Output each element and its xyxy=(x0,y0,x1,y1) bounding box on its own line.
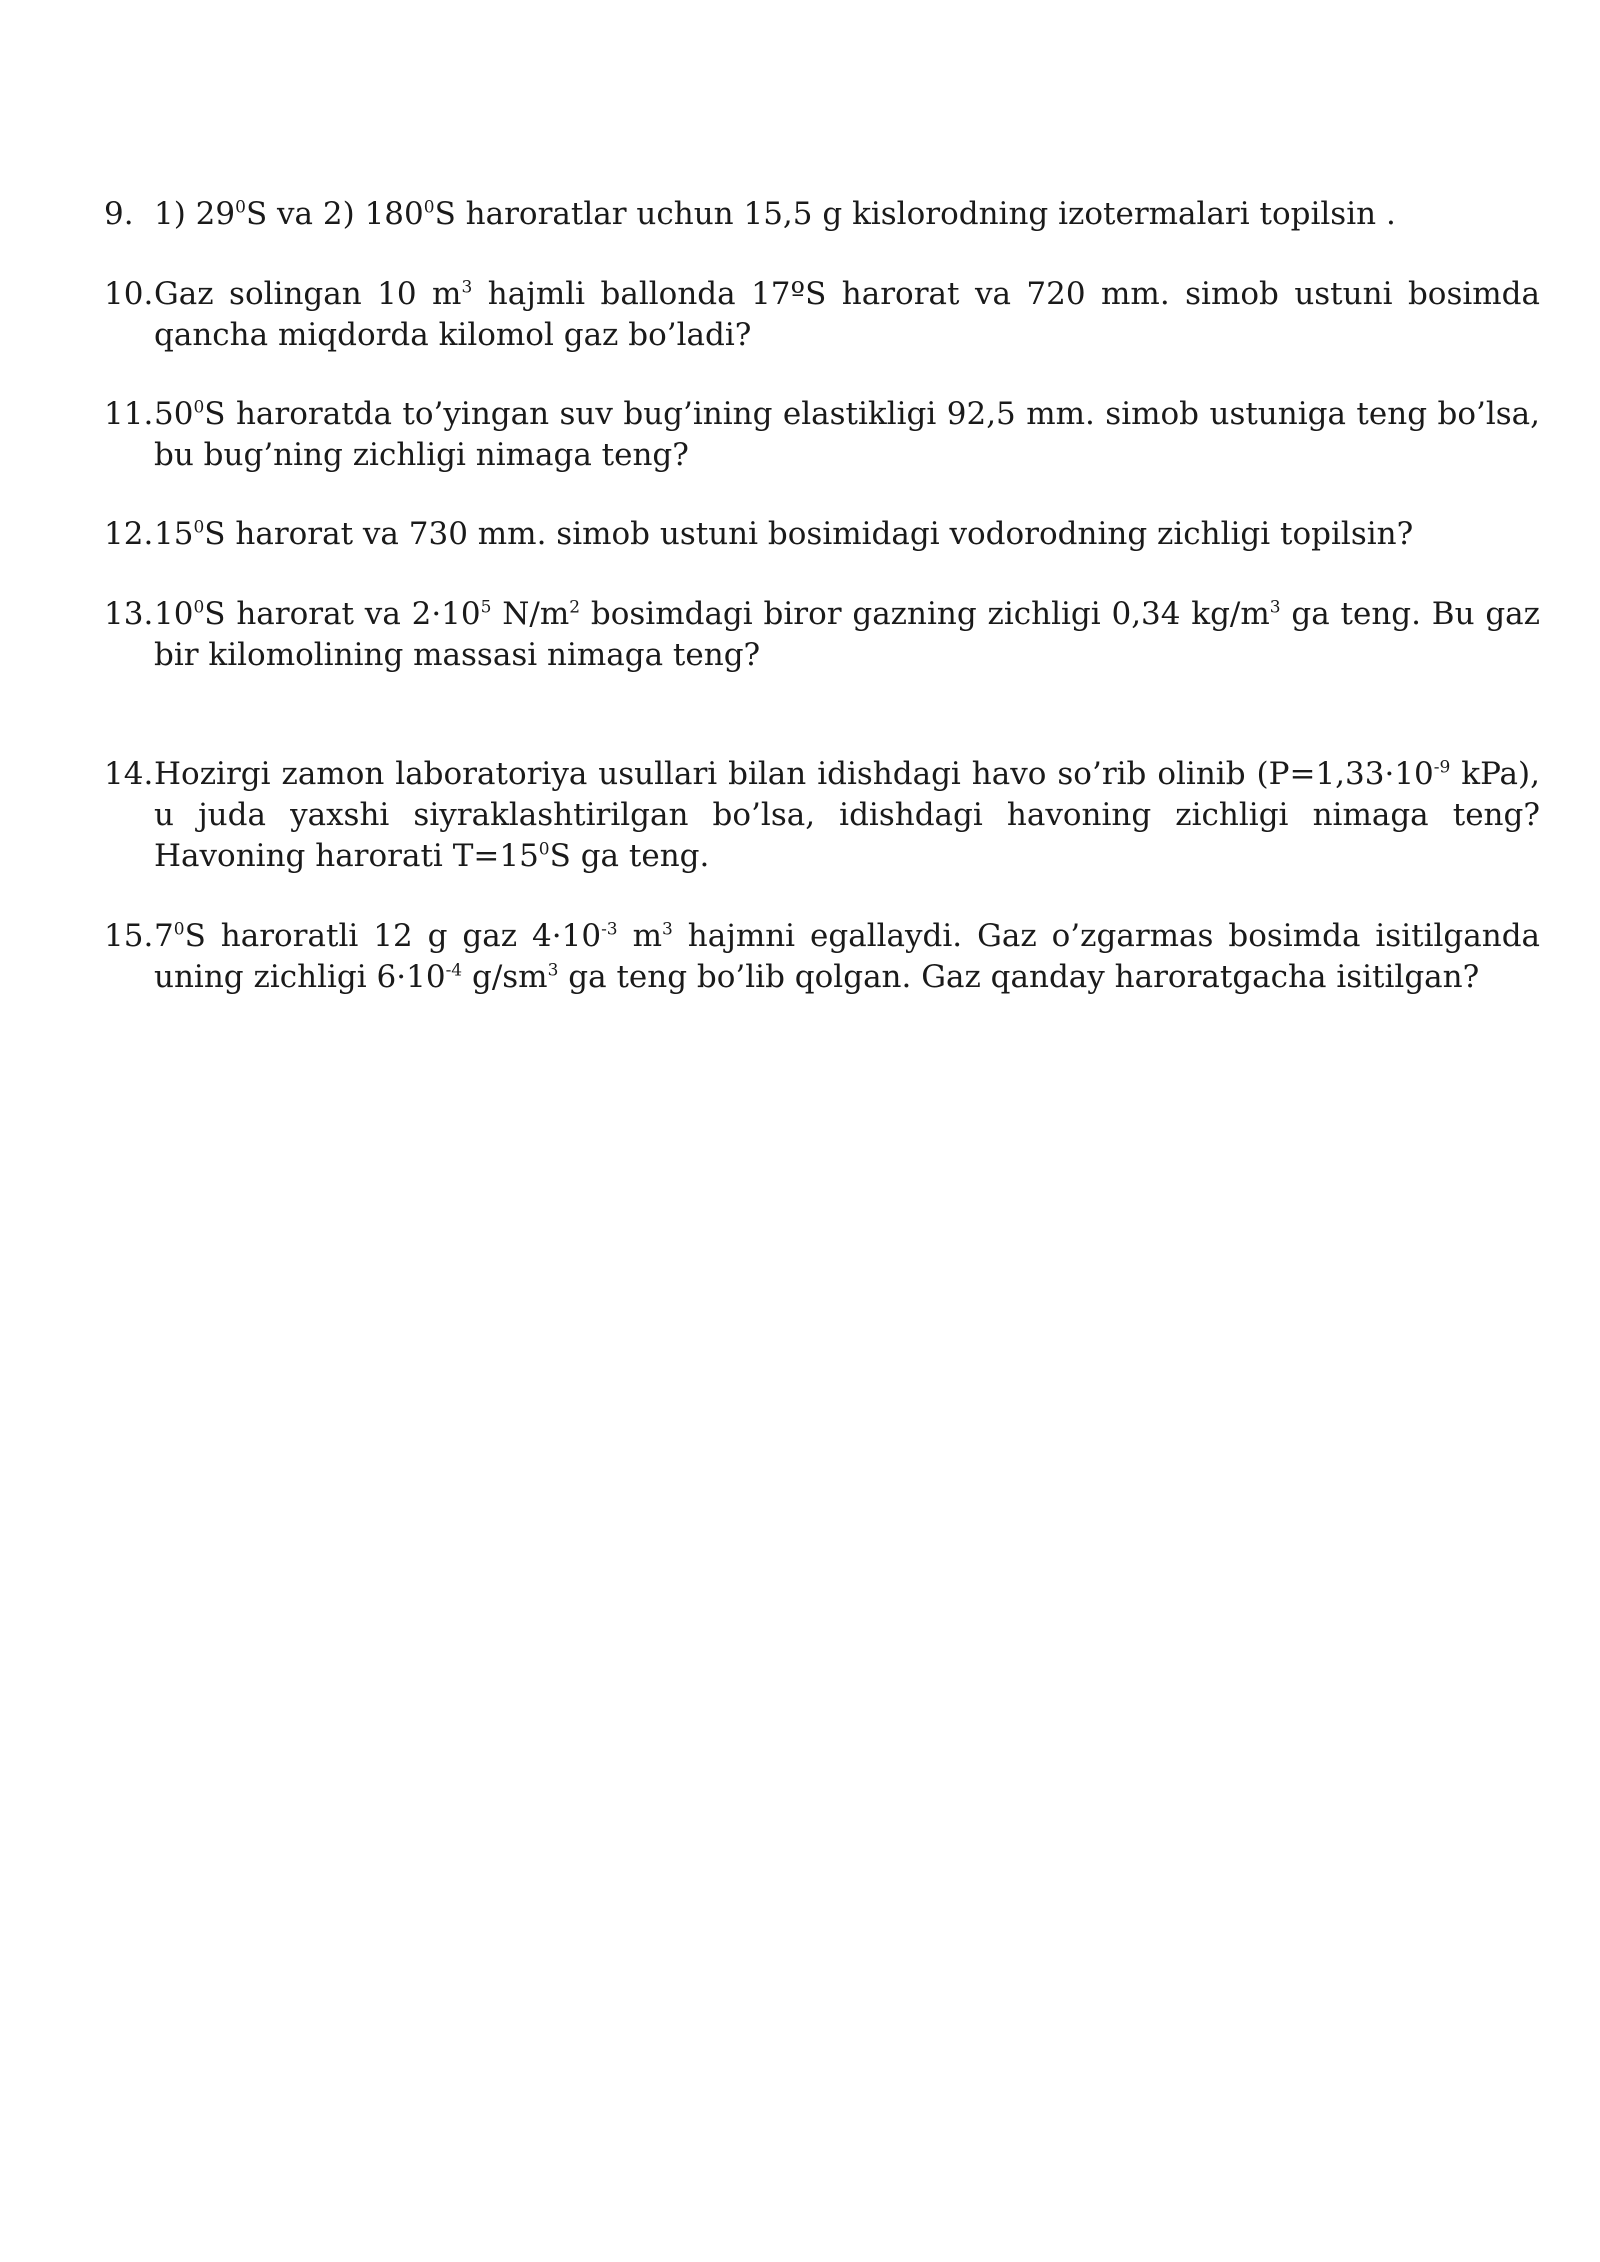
problem-number: 13. xyxy=(104,596,154,632)
problem-text: $15^0S$ harorat va 730 mm. simob ustuni bosimidagi vodorodning zichligi topilsin? xyxy=(154,516,1414,552)
problem-11 xyxy=(104,394,1540,476)
problem-number: 9. xyxy=(104,196,134,232)
problem-10 xyxy=(104,274,1540,356)
problem-text: $10^0S$ harorat va $2\cdot 10^5$ $N/m^2$ bosimdagi biror gazning zichligi 0,34 $kg/m^3$ ga teng. Bu gaz bir kilomolining massasi nimaga teng? xyxy=(154,596,1540,673)
problem-12 xyxy=(104,514,1540,555)
problem-15 xyxy=(104,916,1540,998)
problem-text: $50^0S$ haroratda to’yingan suv bug’ining elastikligi 92,5 mm. simob ustuniga teng bo’lsa, bu bug’ning zichligi nimaga teng? xyxy=(154,396,1540,473)
problem-number: 14. xyxy=(104,756,154,792)
problem-14 xyxy=(104,754,1540,877)
problem-number: 12. xyxy=(104,516,154,552)
problem-text: Gaz solingan 10 $m^3$ hajmli ballonda 17ºS harorat va 720 mm. simob ustuni bosimda qancha miqdorda kilomol gaz bo’ladi? xyxy=(154,276,1541,353)
problem-text: Hozirgi zamon laboratoriya usullari bilan idishdagi havo so’rib olinib ($P=1,33\cdot 10^{-9}$ kPa), u juda yaxshi siyraklashtirilgan bo’lsa, idishdagi havoning zichligi nimaga teng? Havoning harorati $T=15^0S$ ga teng. xyxy=(154,756,1540,874)
problem-number: 10. xyxy=(104,276,154,312)
problem-text: 1) $29^0S$ va 2) $180^0S$ haroratlar uchun 15,5 g kislorodning izotermalari topilsin . xyxy=(154,196,1396,232)
problem-number: 11. xyxy=(104,396,154,432)
problem-number: 15. xyxy=(104,918,154,954)
problem-text: $7^0S$ haroratli 12 g gaz $4\cdot 10^{-3}$ $m^3$ hajmni egallaydi. Gaz o’zgarmas bosimda isitilganda uning zichligi $6\cdot 10^{-4}$ $g/sm^3$ ga teng bo’lib qolgan. Gaz qanday haroratgacha isitilgan? xyxy=(154,918,1541,995)
problem-9 xyxy=(104,194,1540,235)
problem-13 xyxy=(104,594,1540,676)
